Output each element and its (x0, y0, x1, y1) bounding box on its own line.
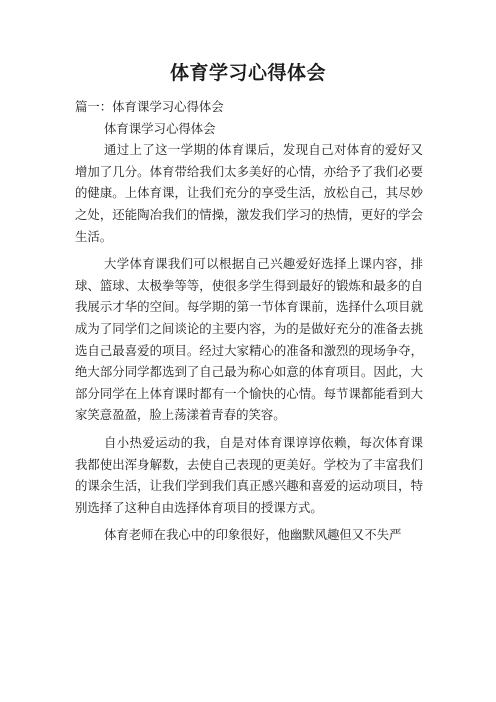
document-body (75, 96, 423, 546)
document-title: 体育学习心得体会 (169, 62, 326, 84)
paragraph-3: 自小热爱运动的我，自是对体育课谆谆依赖，每次体育课我都使出浑身解数，去使自己表现的更美好。学校为了丰富我们的课余生活，让我们学到我们真正感兴趣和喜爱的运动项目，特别选择了这种自由选择体育项目的授课方式。 (75, 434, 423, 515)
article-subtitle: 体育课学习心得体会 (104, 120, 216, 136)
section-heading: 篇一：体育课学习心得体会 (75, 99, 224, 114)
paragraph-2: 大学体育课我们可以根据自己兴趣爱好选择上课内容，排球、篮球、太极拳等等，使很多学生得到最好的锻炼和最多的自我展示才华的空间。每学期的第一节体育课前，选择什么项目就成为了同学们之间谈论的主要内容，为的是做好充分的准备去挑选自己最喜爱的项目。经过大家精心的准备和激烈的现场争夺，绝大部分同学都选到了自己最为称心如意的体育项目。因此，大部分同学在上体育课时都有一个愉快的心情。每节课都能看到大家笑意盈盈，脸上荡漾着青春的笑容。 (75, 256, 423, 423)
paragraph-4: 体育老师在我心中的印象很好，他幽默风趣但又不失严 (104, 527, 402, 543)
paragraph-1: 通过上了这一学期的体育课后，发现自己对体育的爱好又增加了几分。体育带给我们太多美好的心情，亦给予了我们必要的健康。上体育课，让我们充分的享受生活，放松自己，其尽妙之处，还能陶冶我们的情操，激发我们学习的热情，更好的学会生活。 (75, 142, 423, 244)
